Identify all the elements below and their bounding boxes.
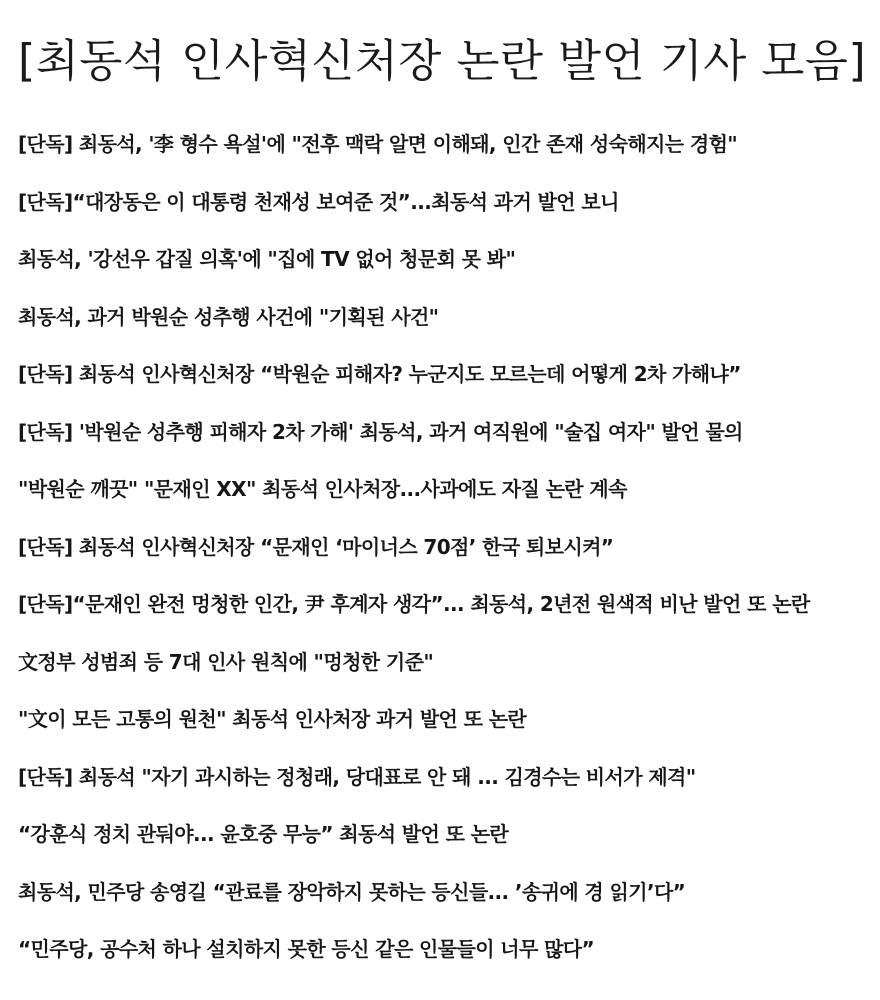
headline-item: [단독] 최동석 인사혁신처장 “박원순 피해자? 누군지도 모르는데 어떻게 2차 가해냐” — [18, 362, 741, 386]
headline-item: [단독] 최동석 인사혁신처장 “문재인 ‘마이너스 70점’ 한국 퇴보시켜” — [18, 534, 614, 559]
headline-item: [단독] 최동석, '李 형수 욕설'에 "전후 맥락 알면 이해돼, 인간 존재 성숙해지는 경험" — [18, 132, 738, 156]
headline-item: 文정부 성범죄 등 7대 인사 원칙에 "멍청한 기준" — [18, 649, 434, 674]
headline-item: [단독]“대장동은 이 대통령 천재성 보여준 것”...최동석 과거 발언 보니 — [18, 189, 619, 214]
headline-item: "박원순 깨끗" "문재인 XX" 최동석 인사처장...사과에도 자질 논란 계속 — [18, 477, 627, 501]
headline-item: “강훈식 정치 관둬야... 윤호중 무능” 최동석 발언 또 논란 — [18, 822, 509, 846]
headline-item: [단독]“문재인 완전 멍청한 인간, 尹 후계자 생각”... 최동석, 2년전 원색적 비난 발언 또 논란 — [18, 592, 810, 616]
page-title: [최동석 인사혁신처장 논란 발언 기사 모음] — [18, 36, 867, 87]
headline-item: "文이 모든 고통의 원천" 최동석 인사처장 과거 발언 또 논란 — [18, 707, 527, 731]
headline-item: “민주당, 공수처 하나 설치하지 못한 등신 같은 인물들이 너무 많다” — [18, 937, 595, 961]
headline-item: 최동석, 민주당 송영길 “관료를 장악하지 못하는 등신들... ’송귀에 경 읽기’다” — [18, 879, 686, 904]
headline-item: [단독] 최동석 "자기 과시하는 정청래, 당대표로 안 돼 ... 김경수는 비서가 제격" — [18, 764, 696, 789]
headline-item: [단독] '박원순 성추행 피해자 2차 가해' 최동석, 과거 여직원에 "술집 여자" 발언 물의 — [18, 419, 743, 444]
headline-item: 최동석, 과거 박원순 성추행 사건에 "기획된 사건" — [18, 304, 439, 329]
headline-list — [18, 116, 866, 979]
headline-item: 최동석, '강선우 갑질 의혹'에 "집에 TV 없어 청문회 못 봐" — [18, 247, 516, 271]
